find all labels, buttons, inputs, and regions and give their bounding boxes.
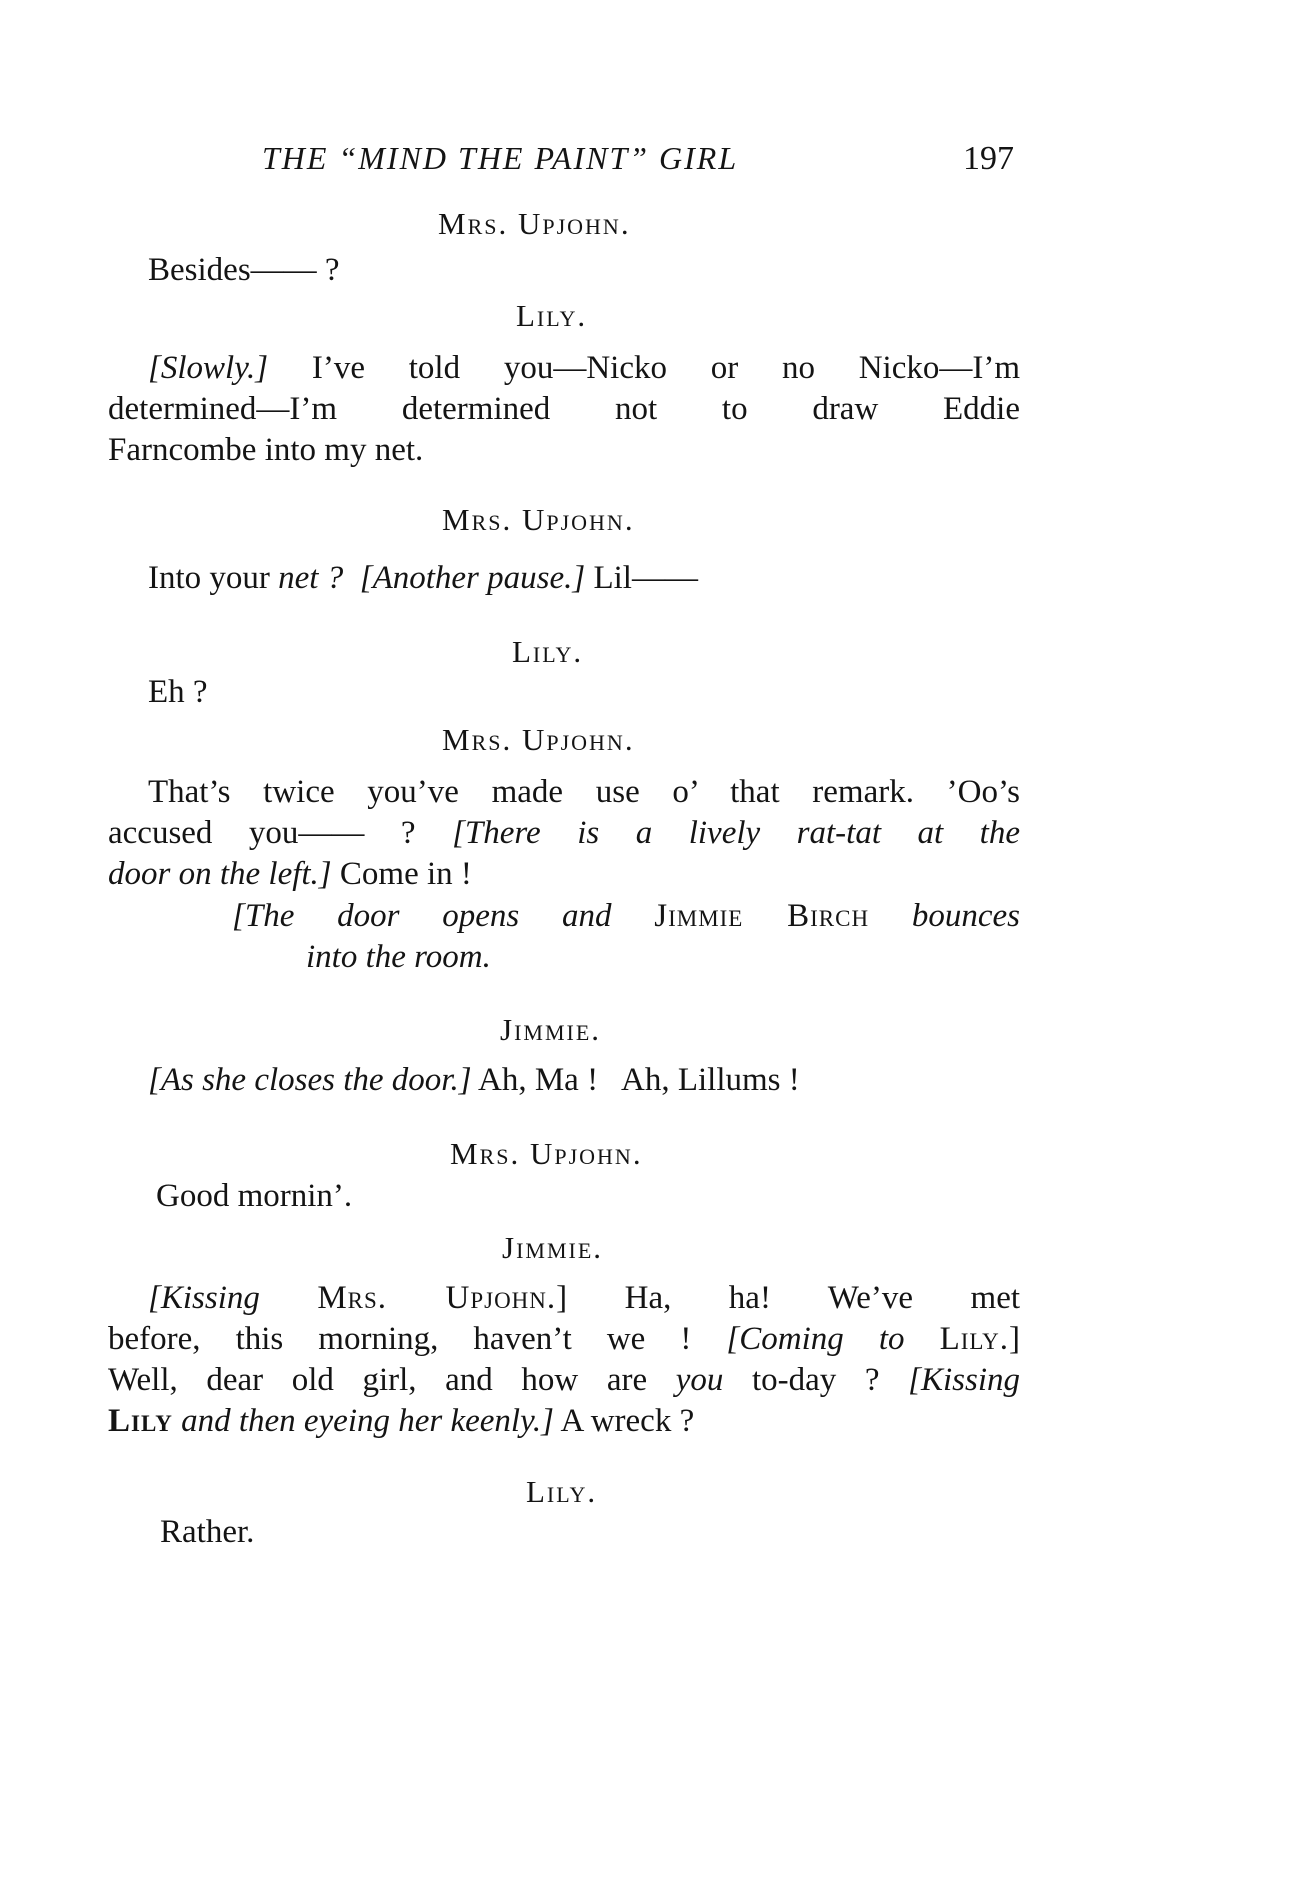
dialogue-text xyxy=(108,854,1020,895)
speaker-heading: Mrs. Upjohn. xyxy=(442,502,635,537)
dialogue-text xyxy=(108,1060,1020,1101)
dialogue-text xyxy=(108,1319,1020,1360)
stage-direction: [As she closes the door.] xyxy=(148,1062,472,1098)
speaker-heading: Lily. xyxy=(526,1474,598,1509)
stage-direction: [Kissing xyxy=(148,1280,318,1316)
stage-direction: [Kissing xyxy=(908,1362,1020,1398)
dialogue-line xyxy=(108,672,1020,713)
stage-direction: into the room. xyxy=(306,939,491,975)
stage-direction: [Another pause.] xyxy=(359,560,586,596)
emphasis: net ? xyxy=(278,560,344,596)
dialogue-text: before, this morning, haven’t we ! xyxy=(108,1321,727,1357)
speaker-heading: Lily. xyxy=(516,298,588,333)
character-name: Lily. xyxy=(939,1321,1009,1357)
speaker-heading: Jimmie. xyxy=(500,1012,602,1047)
speaker-heading: Jimmie. xyxy=(502,1230,604,1265)
stage-direction: bounces xyxy=(869,898,1020,934)
dialogue-text: I’ve told you—Nicko or no Nicko—I’m xyxy=(268,350,1020,386)
stage-direction: and then eyeing her keenly.] xyxy=(172,1403,555,1439)
dialogue-text: Good mornin’. xyxy=(156,1178,353,1214)
dialogue-text: accused you—— ? xyxy=(108,815,453,851)
dialogue-line xyxy=(108,558,1020,599)
dialogue-text xyxy=(108,558,1020,599)
dialogue-text: Lil—— xyxy=(585,560,698,596)
dialogue-text: That’s twice you’ve made use o’ that remark. ’Oo’s xyxy=(148,774,1020,810)
stage-direction: door on the left.] xyxy=(108,856,332,892)
dialogue-text: ] Ha, ha! We’ve met xyxy=(556,1280,1021,1316)
dialogue-line xyxy=(108,1060,1020,1101)
dialogue-text: Eh ? xyxy=(148,674,208,710)
stage-direction-block xyxy=(232,896,1020,978)
dialogue-text: Rather. xyxy=(160,1514,255,1550)
dialogue-text: Well, dear old girl, and how are xyxy=(108,1362,676,1398)
dialogue-text xyxy=(108,813,1020,854)
dialogue-text: Farncombe into my net. xyxy=(108,432,424,468)
dialogue-text: A wreck ? xyxy=(554,1403,695,1439)
dialogue-text xyxy=(108,1401,1020,1442)
dialogue-text: determined—I’m determined not to draw Eddie xyxy=(108,391,1020,427)
running-title: THE “MIND THE PAINT” GIRL xyxy=(262,140,739,176)
dialogue-text: Come in ! xyxy=(331,856,472,892)
speaker-heading: Mrs. Upjohn. xyxy=(442,722,635,757)
bracket: ] xyxy=(1009,1321,1020,1357)
stage-direction: [Coming to xyxy=(726,1321,940,1357)
dialogue-text xyxy=(108,1360,1020,1401)
dialogue-text: Ah, Ma ! Ah, Lillums ! xyxy=(471,1062,800,1098)
speaker-heading: Mrs. Upjohn. xyxy=(438,206,631,241)
page-number: 197 xyxy=(963,140,1014,177)
character-name: Mrs. Upjohn. xyxy=(317,1280,557,1316)
stage-direction: [Slowly.] xyxy=(148,350,269,386)
dialogue-text: Besides—— ? xyxy=(148,252,340,288)
dialogue-line xyxy=(108,250,1020,291)
stage-direction: [The door opens and xyxy=(232,898,655,934)
dialogue-line xyxy=(108,348,1020,471)
dialogue-text: Into your xyxy=(148,560,279,596)
dialogue-line xyxy=(108,1278,1020,1442)
emphasis: you xyxy=(675,1362,724,1398)
dialogue-line xyxy=(108,1512,1020,1553)
dialogue-text: to-day ? xyxy=(723,1362,909,1398)
character-name: Lily xyxy=(108,1403,173,1439)
dialogue-text xyxy=(108,1278,1020,1319)
dialogue-line xyxy=(108,1176,1020,1217)
dialogue-text xyxy=(108,348,1020,389)
dialogue-line xyxy=(108,772,1020,895)
stage-direction xyxy=(232,937,1020,978)
stage-direction xyxy=(232,896,1020,937)
speaker-heading: Mrs. Upjohn. xyxy=(450,1136,643,1171)
speaker-heading: Lily. xyxy=(512,634,584,669)
stage-direction: [There is a lively rat-tat at the xyxy=(452,815,1020,851)
character-name: Jimmie Birch xyxy=(654,898,870,934)
